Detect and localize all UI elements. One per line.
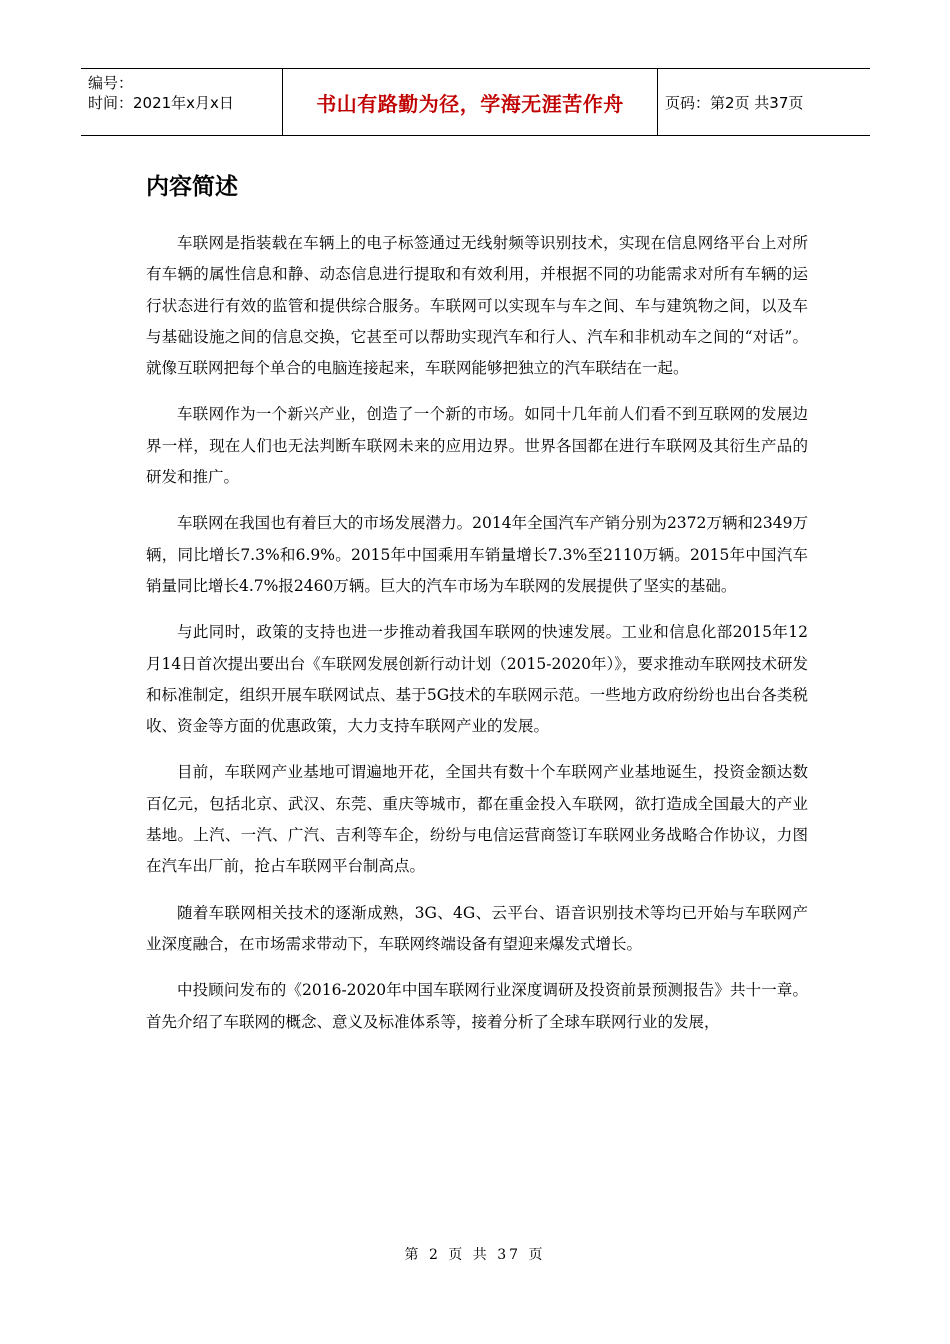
body-text	[146, 228, 808, 1053]
paragraph: 车联网是指装载在车辆上的电子标签通过无线射频等识别技术，实现在信息网络平台上对所有车辆的属性信息和静、动态信息进行提取和有效利用，并根据不同的功能需求对所有车辆的运行状态进行有效的监管和提供综合服务。车联网可以实现车与车之间、车与建筑物之间，以及车与基础设施之间的信息交换，它甚至可以帮助实现汽车和行人、汽车和非机动车之间的“对话”。就像互联网把每个单合的电脑连接起来，车联网能够把独立的汽车联结在一起。	[146, 234, 808, 378]
header-meta-cell	[81, 69, 283, 135]
paragraph: 与此同时，政策的支持也进一步推动着我国车联网的快速发展。工业和信息化部2015年12月14日首次提出要出台《车联网发展创新行动计划（2015-2020年）》，要求推动车联网技术研发和标准制定，组织开展车联网试点、基于5G技术的车联网示范。一些地方政府纷纷也出台各类税收、资金等方面的优惠政策，大力支持车联网产业的发展。	[146, 623, 808, 736]
page-header	[81, 68, 870, 136]
document-number: 编号：	[88, 74, 134, 92]
header-page-cell	[658, 69, 870, 135]
page-footer: 第 2 页 共 37 页	[404, 1247, 546, 1263]
paragraph: 随着车联网相关技术的逐渐成熟，3G、4G、云平台、语音识别技术等均已开始与车联网产业深度融合，在市场需求带动下，车联网终端设备有望迎来爆发式增长。	[146, 903, 808, 953]
paragraph: 车联网作为一个新兴产业，创造了一个新的市场。如同十几年前人们看不到互联网的发展边界一样，现在人们也无法判断车联网未来的应用边界。世界各国都在进行车联网及其衍生产品的研发和推广。	[146, 405, 808, 487]
document-date: 时间：2021年x月x日	[88, 94, 234, 112]
paragraph: 车联网在我国也有着巨大的市场发展潜力。2014年全国汽车产销分别为2372万辆和2349万辆，同比增长7.3%和6.9%。2015年中国乘用车销量增长7.3%至2110万辆。2015年中国汽车销量同比增长4.7%报2460万辆。巨大的汽车市场为车联网的发展提供了坚实的基础。	[146, 514, 808, 595]
motto-text: 书山有路勤为径，学海无涯苦作舟	[316, 91, 624, 116]
section-title: 内容简述	[146, 174, 238, 200]
page-info: 页码：第2页 共37页	[665, 93, 804, 112]
header-motto-cell	[283, 69, 658, 135]
paragraph: 中投顾问发布的《2016-2020年中国车联网行业深度调研及投资前景预测报告》共十一章。首先介绍了车联网的概念、意义及标准体系等，接着分析了全球车联网行业的发展，	[146, 981, 808, 1031]
paragraph: 目前，车联网产业基地可谓遍地开花，全国共有数十个车联网产业基地诞生，投资金额达数百亿元，包括北京、武汉、东莞、重庆等城市，都在重金投入车联网，欲打造成全国最大的产业基地。上汽、一汽、广汽、吉利等车企，纷纷与电信运营商签订车联网业务战略合作协议，力图在汽车出厂前，抢占车联网平台制高点。	[146, 763, 808, 876]
